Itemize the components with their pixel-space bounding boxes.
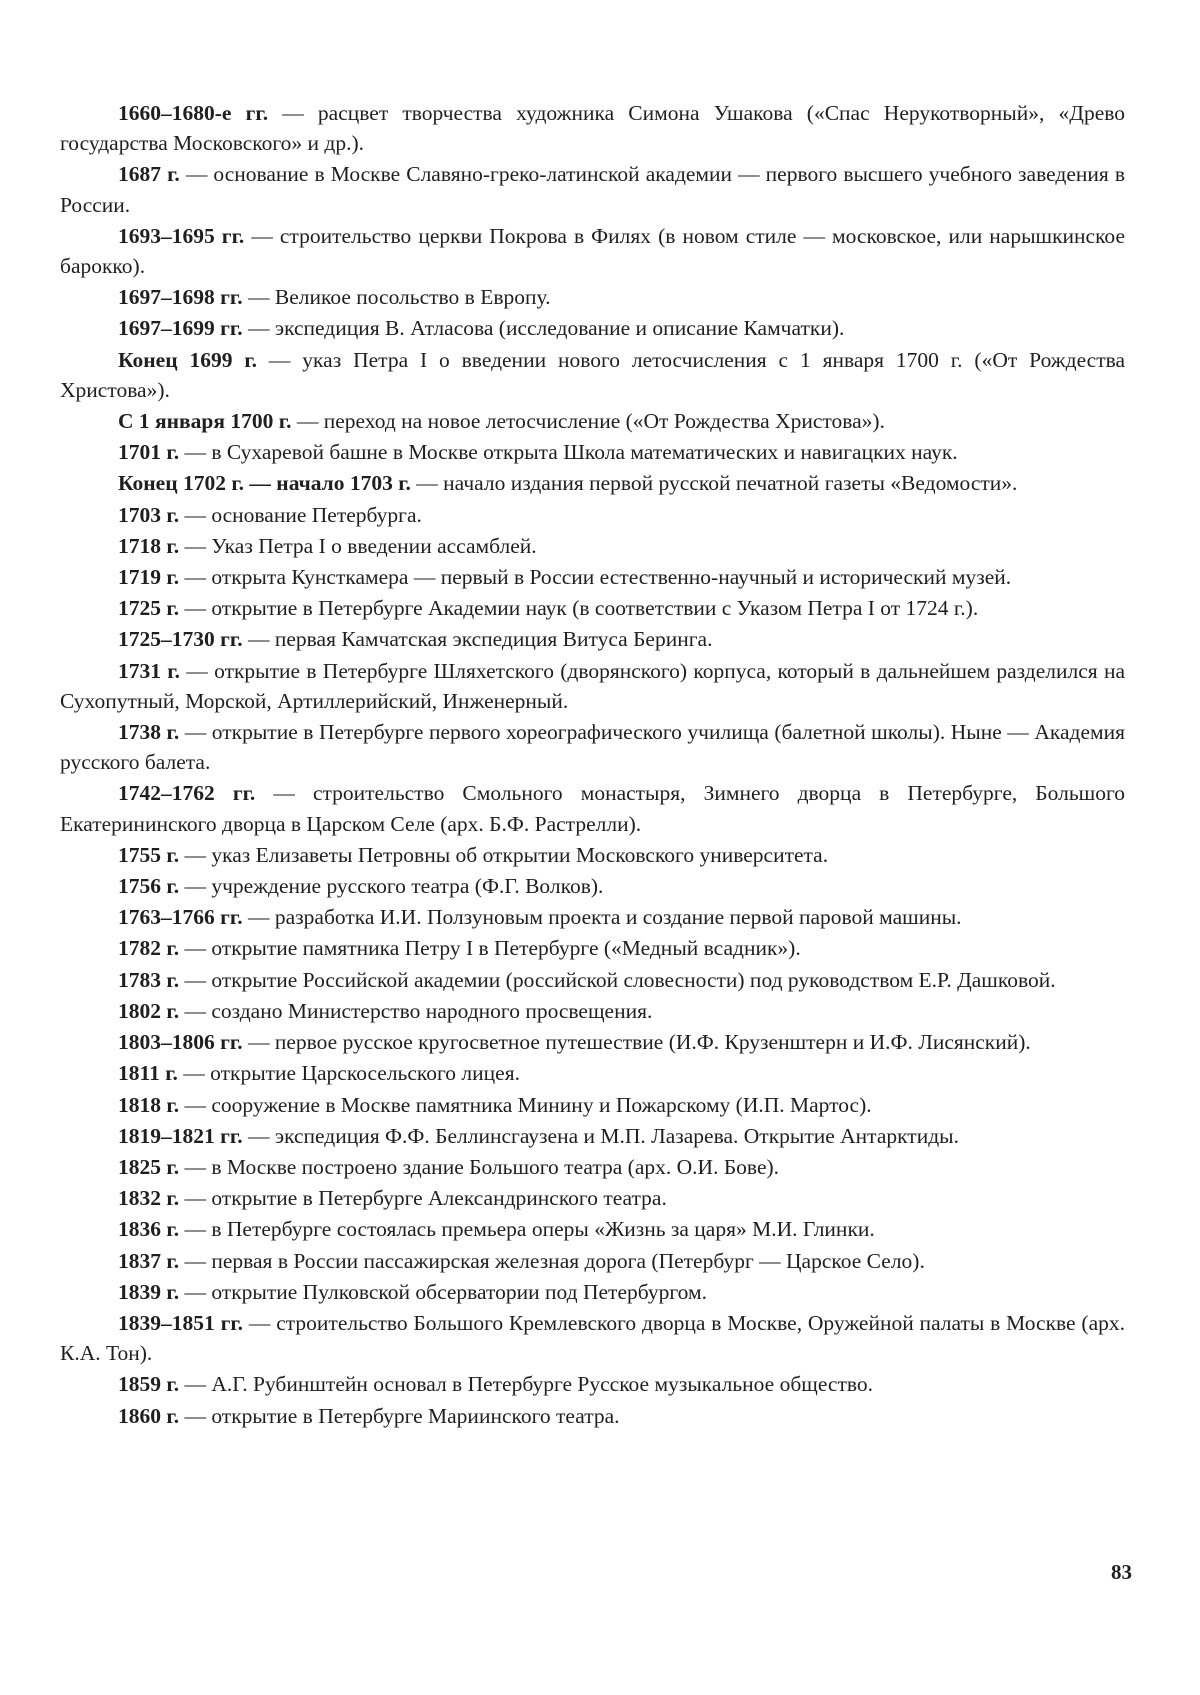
chronology-entry: [60, 871, 1125, 901]
entry-text: — указ Елизаветы Петровны об открытии Московского университета.: [179, 842, 829, 867]
entry-date: 1860 г.: [118, 1403, 180, 1428]
chronology-entry: [60, 1308, 1125, 1368]
page-number: 83: [1111, 1560, 1132, 1584]
entry-date: 1818 г.: [118, 1092, 180, 1117]
entry-text: — создано Министерство народного просвещения.: [179, 998, 653, 1023]
entry-date: 1660–1680-е гг.: [118, 101, 269, 125]
chronology-entry: [60, 593, 1125, 623]
entry-text: — разработка И.И. Ползуновым проекта и создание первой паровой машины.: [242, 905, 962, 930]
chronology-entry: [60, 778, 1125, 838]
entry-date: 1725 г.: [118, 596, 180, 621]
entry-date: 1718 г.: [118, 533, 180, 558]
entry-date: 1742–1762 гг.: [118, 781, 256, 806]
entry-date: С 1 января 1700 г.: [118, 409, 292, 434]
entry-text: — экспедиция Ф.Ф. Беллинсгаузена и М.П. Лазарева. Открытие Антарктиды.: [242, 1123, 959, 1148]
entry-date: 1687 г.: [118, 162, 180, 187]
entry-date: 1819–1821 гг.: [118, 1123, 243, 1148]
chronology-entry: [60, 313, 1125, 343]
entry-date: Конец 1702 г. — начало 1703 г.: [118, 471, 411, 496]
entry-date: 1731 г.: [118, 658, 181, 683]
entry-date: 1701 г.: [118, 440, 180, 465]
entry-text: — экспедиция В. Атласова (исследование и описание Камчатки).: [242, 316, 845, 341]
chronology-entry: [60, 996, 1125, 1026]
chronology-entry: [60, 1121, 1125, 1151]
chronology-entry: [60, 624, 1125, 654]
entry-text: — Великое посольство в Европу.: [242, 285, 551, 310]
chronology-entry: [60, 933, 1125, 963]
entry-date: 1839–1851 гг.: [118, 1310, 244, 1335]
entry-date: 1782 г.: [118, 936, 180, 961]
entry-text: — в Петербурге состоялась премьера оперы «Жизнь за царя» М.И. Глинки.: [179, 1217, 875, 1242]
entry-text: — строительство Смольного монастыря, Зимнего дворца в Петербурге, Большого Екатерининского дворца в Царском Селе (арх. Б.Ф. Растрелли).: [60, 781, 1125, 836]
entry-text: — переход на новое летосчисление («От Рождества Христова»).: [291, 409, 885, 434]
chronology-entry: [60, 902, 1125, 932]
entry-date: 1802 г.: [118, 998, 180, 1023]
entry-text: — строительство церкви Покрова в Филях (в новом стиле — московское, или нарышкинское барокко).: [60, 223, 1125, 279]
chronology-entry: [60, 965, 1125, 995]
chronology-entry: [60, 562, 1125, 592]
chronology-entry: [60, 437, 1125, 467]
entry-text: — первая Камчатская экспедиция Витуса Беринга.: [242, 627, 713, 652]
chronology-entry: [60, 345, 1125, 405]
entry-text: — открытие в Петербурге Мариинского театра.: [179, 1403, 620, 1428]
entry-text: — первая в России пассажирская железная дорога (Петербург — Царское Село).: [179, 1248, 925, 1273]
entry-date: Конец 1699 г.: [118, 347, 258, 372]
entry-text: — открытие Российской академии (российской словесности) под руководством Е.Р. Дашковой.: [179, 967, 1056, 992]
chronology-list: [60, 98, 1125, 1432]
entry-date: 1756 г.: [118, 874, 180, 899]
entry-date: 1725–1730 гг.: [118, 627, 243, 652]
entry-text: — открытие в Петербурге первого хореографического училища (балетной школы). Ныне — Академия русского балета.: [60, 720, 1126, 775]
chronology-entry: [60, 1277, 1125, 1307]
entry-text: — открытие памятника Петру I в Петербурге («Медный всадник»).: [179, 936, 801, 961]
entry-date: 1859 г.: [118, 1372, 180, 1397]
entry-date: 1836 г.: [118, 1217, 180, 1242]
entry-text: — открытие в Петербурге Шляхетского (дворянского) корпуса, который в дальнейшем разделился на Сухопутный, Морской, Артиллерийский, Инженерный.: [60, 658, 1125, 713]
chronology-entry: [60, 1058, 1125, 1088]
chronology-entry: [60, 1027, 1125, 1057]
entry-text: — основание в Москве Славяно-греко-латинской академии — первого высшего учебного заведения в России.: [60, 162, 1125, 217]
chronology-entry: [60, 1183, 1125, 1213]
entry-date: 1719 г.: [118, 565, 180, 590]
entry-date: 1697–1699 гг.: [118, 316, 243, 341]
chronology-entry: [60, 98, 1125, 158]
entry-text: — открытие Пулковской обсерватории под Петербургом.: [179, 1279, 707, 1304]
entry-text: — сооружение в Москве памятника Минину и Пожарскому (И.П. Мартос).: [179, 1092, 872, 1117]
chronology-entry: [60, 500, 1125, 530]
chronology-entry: [60, 282, 1125, 312]
entry-date: 1837 г.: [118, 1248, 180, 1273]
entry-text: — основание Петербурга.: [179, 502, 422, 527]
entry-date: 1738 г.: [118, 720, 180, 745]
entry-date: 1693–1695 гг.: [118, 223, 245, 248]
chronology-entry: [60, 1401, 1125, 1431]
chronology-entry: [60, 1152, 1125, 1182]
entry-date: 1755 г.: [118, 842, 180, 867]
entry-text: — открытие Царскосельского лицея.: [177, 1061, 520, 1086]
entry-text: — Указ Петра I о введении ассамблей.: [179, 533, 537, 558]
entry-text: — открытие в Петербурге Академии наук (в соответствии с Указом Петра I от 1724 г.).: [179, 596, 979, 621]
entry-date: 1832 г.: [118, 1186, 180, 1211]
chronology-entry: [60, 1214, 1125, 1244]
chronology-entry: [60, 221, 1125, 281]
chronology-entry: [60, 1369, 1125, 1399]
entry-text: — строительство Большого Кремлевского дворца в Москве, Оружейной палаты в Москве (арх. К.А. Тон).: [60, 1310, 1125, 1366]
chronology-entry: [60, 531, 1125, 561]
entry-date: 1697–1698 гг.: [118, 285, 243, 310]
entry-text: — расцвет творчества художника Симона Ушакова («Спас Нерукотворный», «Древо государства Московского» и др.).: [60, 101, 1125, 156]
entry-date: 1703 г.: [118, 502, 180, 527]
entry-text: — открытие в Петербурге Александринского театра.: [179, 1186, 667, 1211]
chronology-entry: [60, 159, 1125, 219]
chronology-entry: [60, 656, 1125, 716]
entry-text: — в Москве построено здание Большого театра (арх. О.И. Бове).: [179, 1154, 780, 1179]
entry-text: — в Сухаревой башне в Москве открыта Школа математических и навигацких наук.: [179, 440, 958, 465]
entry-date: 1811 г.: [118, 1061, 178, 1086]
entry-text: — первое русское кругосветное путешествие (И.Ф. Крузенштерн и И.Ф. Лисянский).: [242, 1030, 1031, 1055]
chronology-entry: [60, 840, 1125, 870]
chronology-entry: [60, 717, 1125, 777]
entry-text: — указ Петра I о введении нового летосчисления с 1 января 1700 г. («От Рождества Христова»).: [60, 347, 1126, 402]
chronology-entry: [60, 468, 1125, 498]
entry-text: — открыта Кунсткамера — первый в России естественно-научный и исторический музей.: [179, 565, 1012, 590]
entry-date: 1763–1766 гг.: [118, 905, 243, 930]
entry-text: — А.Г. Рубинштейн основал в Петербурге Русское музыкальное общество.: [179, 1372, 873, 1397]
chronology-entry: [60, 1246, 1125, 1276]
entry-text: — учреждение русского театра (Ф.Г. Волков).: [179, 874, 604, 899]
chronology-entry: [60, 1090, 1125, 1120]
entry-date: 1825 г.: [118, 1154, 180, 1179]
entry-date: 1839 г.: [118, 1279, 180, 1304]
chronology-entry: [60, 406, 1125, 436]
entry-text: — начало издания первой русской печатной газеты «Ведомости».: [410, 471, 1018, 496]
entry-date: 1803–1806 гг.: [118, 1030, 243, 1055]
entry-date: 1783 г.: [118, 967, 180, 992]
